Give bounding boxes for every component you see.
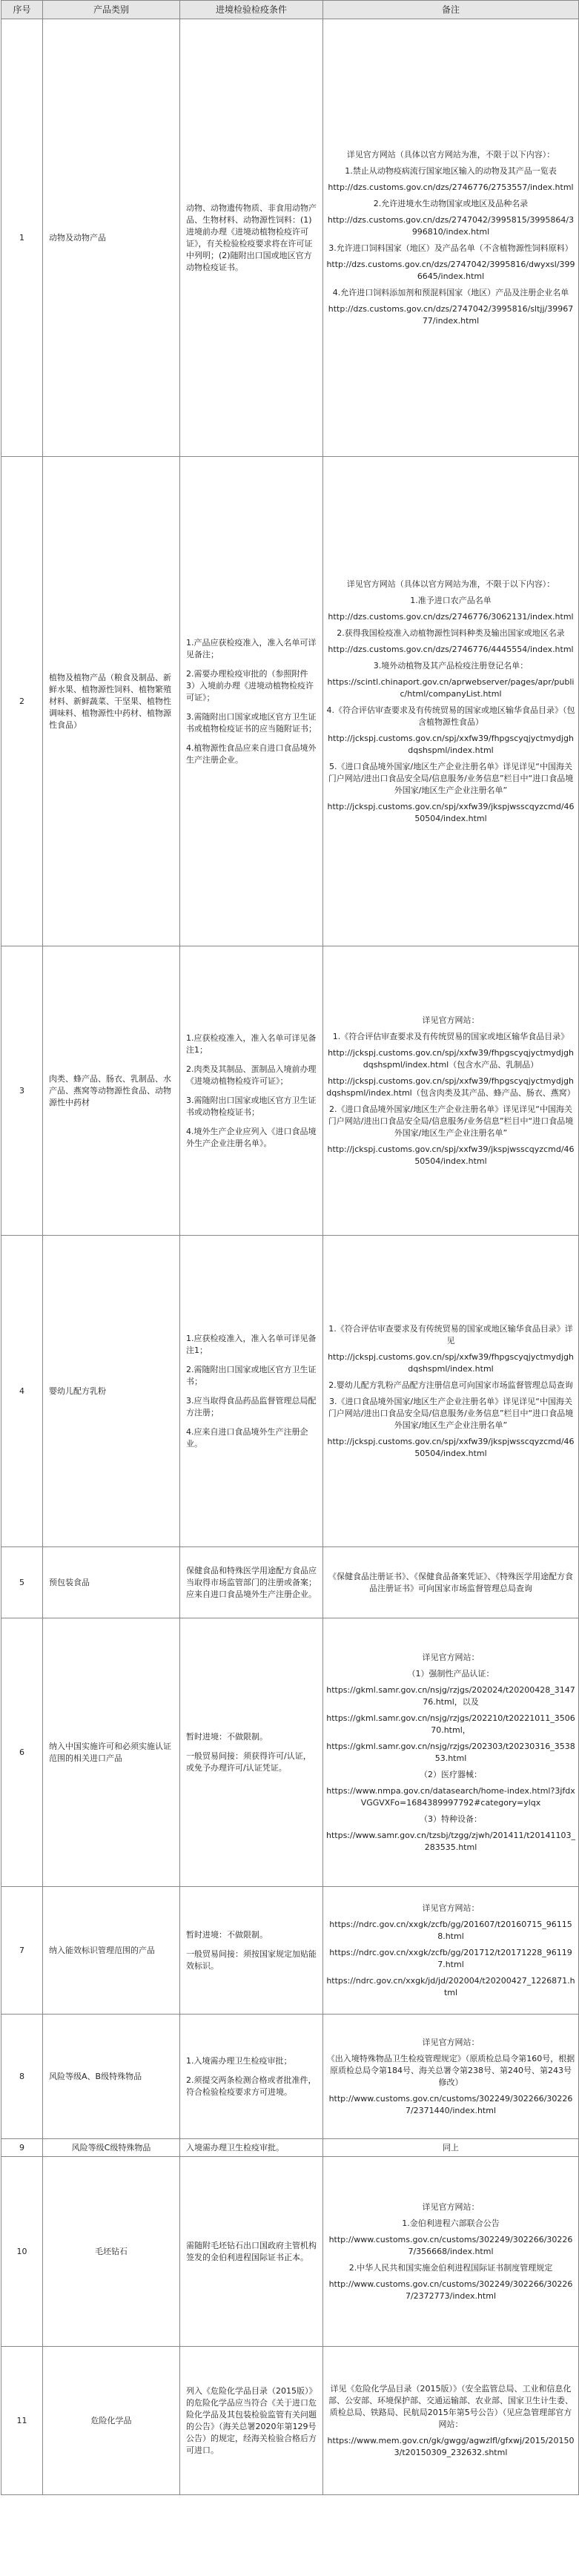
condition-text: 入境需办理卫生检疫审批。: [186, 2142, 284, 2152]
note-text: 3.《进口食品境外国家/地区生产企业注册名单》详见详见“中国海关门户网站/进出口食品安全局/信息服务/业务信息”栏目中“进口食品境外国家/地区生产企业注册名单”: [328, 1396, 574, 1430]
note-link[interactable]: http://jckspj.customs.gov.cn/spj/xxfw39/jkspjwsscqyzcmd/4650504/index.html: [327, 801, 575, 823]
row-category: 动物及动物产品: [43, 19, 180, 457]
row-number: 4: [1, 1236, 43, 1547]
condition-text: 需随附毛坯钻石出口国政府主管机构签发的金伯利进程国际证书正本。: [186, 2240, 317, 2262]
note-text: 同上: [443, 2142, 459, 2152]
note-link[interactable]: http://jckspj.customs.gov.cn/spj/xxfw39/jkspjwsscqyzcmd/4650504/index.html: [327, 1144, 575, 1166]
note-link[interactable]: https://www.samr.gov.cn/tzsbj/tzgg/zjwh/201411/t20141103_283535.html: [326, 1830, 576, 1852]
row-category: 纳入能效标识管理范围的产品: [43, 1887, 180, 2015]
row-conditions: [180, 2139, 323, 2157]
row-category: 预包装食品: [43, 1547, 180, 1618]
header-notes: 备注: [323, 1, 579, 19]
header-no: 序号: [1, 1, 43, 19]
row-notes: [323, 2347, 579, 2495]
row-number: 8: [1, 2015, 43, 2139]
row-notes: [323, 1618, 579, 1887]
products-table: [1, 0, 579, 2495]
note-text: 详见官方网站（具体以官方网站为准，不限于以下内容）：: [346, 149, 555, 159]
note-link[interactable]: https://scintl.chinaport.gov.cn/aprwebserver/pages/apr/public/html/companyList.html: [327, 676, 575, 699]
condition-text: 2.需随附出口国家或地区官方卫生证书；: [186, 1364, 317, 1386]
note-link[interactable]: http://jckspj.customs.gov.cn/spj/xxfw39/fhpgscyqjyctmydjghdqshspml/index.html（包含水产品、乳制品）: [328, 1047, 574, 1070]
table-row: [1, 2157, 579, 2347]
condition-text: 暂时进境：不做限制。: [186, 1731, 268, 1742]
note-text: 详见官方网站：: [422, 1015, 480, 1025]
table-row: [1, 946, 579, 1236]
row-conditions: [180, 1618, 323, 1887]
note-text: 2.《进口食品境外国家/地区生产企业注册名单》详见详见“中国海关门户网站/进出口食品安全局/信息服务/业务信息”栏目中“进口食品境外国家/地区生产企业注册名单”: [328, 1104, 574, 1138]
row-notes: [323, 457, 579, 946]
note-link[interactable]: https://www.mem.gov.cn/gk/gwgg/agwzlfl/gfxwj/2015/201503/t20150309_232632.shtml: [327, 2435, 575, 2457]
note-text: 详见官方网站：: [422, 1903, 480, 1913]
condition-text: 3.需随附出口国家或地区官方卫生证书或动物检疫证书；: [186, 1095, 317, 1117]
row-number: 1: [1, 19, 43, 457]
note-link[interactable]: http://jckspj.customs.gov.cn/spj/xxfw39/fhpgscyqjyctmydjghdqshspml/index.html: [328, 733, 574, 755]
condition-text: 一般贸易间接：须获得许可/认证，或免予办理许可/认证凭证。: [186, 1750, 311, 1773]
note-text: 详见官方网站：: [422, 1652, 480, 1662]
row-category: 植物及植物产品（粮食及制品、新鲜水果、植物源性饲料、植物繁殖材料、新鲜蔬菜、干坚果、植物性调味料、植物源性中药材、植物源性食品）: [43, 457, 180, 946]
note-text: 4.允许进口饲料添加剂和预混料国家（地区）产品及注册企业名单: [332, 287, 569, 297]
condition-text: 1.应获检疫准入，准入名单可详见备注1；: [186, 1333, 317, 1355]
row-number: 9: [1, 2139, 43, 2157]
row-number: 7: [1, 1887, 43, 2015]
row-category: 危险化学品: [43, 2347, 180, 2495]
row-category: 纳入中国实施许可和必须实施认证范围的相关进口产品: [43, 1618, 180, 1887]
note-link[interactable]: http://dzs.customs.gov.cn/dzs/2746776/2753557/index.html: [328, 182, 574, 192]
note-text: 2.婴幼儿配方乳粉产品配方注册信息可向国家市场监督管理总局查询: [328, 1380, 573, 1390]
note-text: （1）强制性产品认证：: [407, 1668, 494, 1679]
table-row: [1, 1887, 579, 2015]
row-conditions: [180, 19, 323, 457]
note-link[interactable]: http://jckspj.customs.gov.cn/spj/xxfw39/fhpgscyqjyctmydjghdqshspml/index.html（包含肉类及其产品、蜂产品、肠衣、燕窝）: [326, 1075, 575, 1098]
condition-text: 3.应当取得食品药品监督管理总局配方注册；: [186, 1395, 317, 1417]
note-text: 5.《进口食品境外国家/地区生产企业注册名单》详见详见“中国海关门户网站/进出口食品安全局/信息服务/业务信息”栏目中“进口食品境外国家/地区生产企业注册名单”: [328, 761, 574, 795]
note-link[interactable]: http://dzs.customs.gov.cn/dzs/2747042/3995816/sltjj/3996777/index.html: [328, 303, 574, 326]
note-text: 2.中华人民共和国实施金伯利进程国际证书制度管理规定: [348, 2262, 553, 2273]
note-link[interactable]: http://jckspj.customs.gov.cn/spj/xxfw39/jkspjwsscqyzcmd/4650504/index.html: [327, 1436, 575, 1458]
row-number: 11: [1, 2347, 43, 2495]
row-conditions: [180, 457, 323, 946]
note-text: 详见官方网站：: [422, 2201, 480, 2212]
condition-text: 2.须提交两条检测合格或者批准件，符合检验检疫要求方可进境。: [186, 2075, 317, 2097]
table-row: [1, 457, 579, 946]
note-text: 详见官方网站：: [422, 2037, 480, 2047]
row-conditions: [180, 1887, 323, 2015]
row-notes: [323, 2139, 579, 2157]
row-category: 肉类、蜂产品、肠衣、乳制品、水产品、燕窝等动物源性食品、动物源性中药材: [43, 946, 180, 1236]
condition-text: 列入《危险化学品目录（2015版）》的危险化学品应当符合《关于进口危险化学品及其包装检验监管有关问题的公告》（海关总署2020年第129号公告）的规定，经海关检验合格后方可进口。: [186, 2385, 317, 2455]
table-row: [1, 2015, 579, 2139]
row-number: 3: [1, 946, 43, 1236]
header-conditions: 进境检验检疫条件: [180, 1, 323, 19]
note-text: 4.《符合评估审查要求及有传统贸易的国家或地区输华食品目录》（包含植物源性食品）: [326, 705, 575, 727]
row-category: 婴幼儿配方乳粉: [43, 1236, 180, 1547]
note-link[interactable]: http://dzs.customs.gov.cn/dzs/2747042/3995815/3995864/3996810/index.html: [327, 214, 575, 237]
condition-text: 3.需随附出口国家或地区官方卫生证书或植物检疫证书的应当随附证书；: [186, 711, 317, 734]
note-text: 1.《符合评估审查要求及有传统贸易的国家或地区输华食品目录》: [332, 1031, 569, 1041]
note-link[interactable]: https://gkml.samr.gov.cn/nsjg/rzjgs/202024/t20200428_314776.html，以及: [326, 1684, 575, 1707]
header-category: 产品类别: [43, 1, 180, 19]
table-row: [1, 1618, 579, 1887]
note-link[interactable]: https://www.nmpa.gov.cn/datasearch/home-index.html?3jfdxVGGVXFo=1684389997792#category=ylqx: [326, 1785, 575, 1808]
note-link[interactable]: http://jckspj.customs.gov.cn/spj/xxfw39/fhpgscyqjyctmydjghdqshspml/index.html: [328, 1351, 574, 1374]
note-link[interactable]: http://dzs.customs.gov.cn/dzs/2746776/3062131/index.html: [328, 611, 574, 622]
row-conditions: [180, 1236, 323, 1547]
condition-text: 动物、动物遗传物质、非食用动物产品、生物材料、动物源性饲料：(1)进境前办理《进境动植物检疫许可证》，有关检验检疫要求将在许可证中列明；(2)随附出口国或地区官方动物检疫证书。: [186, 202, 317, 272]
condition-text: 1.应获检疫准入，准入名单可详见备注1；: [186, 1032, 317, 1055]
note-link[interactable]: https://ndrc.gov.cn/xxgk/jd/jd/202004/t20200427_1226871.html: [326, 1975, 575, 1997]
row-conditions: [180, 946, 323, 1236]
condition-text: 一般贸易间接：须按国家规定加贴能效标识。: [186, 1949, 317, 1971]
note-text: 详见官方网站（具体以官方网站为准，不限于以下内容）：: [346, 579, 555, 589]
note-text: （3）特种设备：: [420, 1814, 482, 1824]
row-notes: [323, 1236, 579, 1547]
row-category: 风险等级C级特殊物品: [43, 2139, 180, 2157]
condition-text: 4.境外生产企业应列入《进口食品境外生产企业注册名单》。: [186, 1126, 317, 1148]
note-link[interactable]: http://dzs.customs.gov.cn/dzs/2747042/3995816/dwyxsl/3996645/index.html: [326, 259, 575, 281]
condition-text: 4.应来自进口食品境外生产注册企业。: [186, 1426, 308, 1449]
table-header-row: [1, 1, 579, 19]
note-text: 3.境外动植物及其产品检疫注册登记名单：: [373, 660, 529, 671]
row-notes: [323, 2157, 579, 2347]
note-text: 2.允许进境水生动物国家或地区及品种名录: [373, 198, 529, 208]
condition-text: 2.需要办理检疫审批的（参照附件3）入境前办理《进境动植物检疫许可证》；: [186, 668, 314, 702]
condition-text: 暂时进境：不做限制。: [186, 1929, 268, 1940]
row-number: 6: [1, 1618, 43, 1887]
row-conditions: [180, 2157, 323, 2347]
condition-text: 1.入境需办理卫生检疫审批；: [186, 2055, 292, 2066]
condition-text: 4.植物源性食品应来自进口食品境外生产注册企业。: [186, 742, 317, 765]
note-text: 1.准予进口农产品名单: [410, 595, 492, 605]
table-row: [1, 1236, 579, 1547]
note-text: 3.允许进口饲料国家（地区）及产品名单（不含植物源性饲料原料）: [328, 243, 573, 253]
note-text: 《出入境特殊物品卫生检疫管理规定》（原质检总局令第160号，根据原质检总局令第184号、海关总署令第238号、第240号、第243号修改）: [326, 2053, 575, 2087]
table-row: [1, 1547, 579, 1618]
note-link[interactable]: https://ndrc.gov.cn/xxgk/zcfb/gg/201712/t20171228_961197.html: [329, 1947, 572, 1969]
row-notes: [323, 946, 579, 1236]
row-notes: [323, 19, 579, 457]
row-category: 毛坯钻石: [43, 2157, 180, 2347]
note-text: 1.禁止从动物疫病流行国家地区输入的动物及其产品一览表: [345, 165, 557, 176]
row-notes: [323, 1887, 579, 2015]
row-number: 2: [1, 457, 43, 946]
note-text: 2.获得我国检疫准入动植物源性饲料种类及输出国家或地区名录: [337, 627, 565, 638]
note-text: 1.金伯利进程六部联合公告: [402, 2218, 500, 2228]
row-number: 5: [1, 1547, 43, 1618]
note-text: 详见《危险化学品目录（2015版）》（安全监管总局、工业和信息化部、公安部、环境保护部、交通运输部、农业部、国家卫生计生委、质检总局、铁路局、民航局2015年第5号公告）（见应急管理部官方网站：: [328, 2383, 573, 2429]
condition-text: 2.肉类及其制品、蛋制品入境前办理《进境动植物检疫许可证》；: [186, 1064, 317, 1086]
row-conditions: [180, 2015, 323, 2139]
condition-text: 1.产品应获检疫准入，准入名单可详见备注；: [186, 637, 317, 659]
table-row: [1, 19, 579, 457]
note-link[interactable]: http://www.customs.gov.cn/customs/302249/302266/302267/356668/index.html: [328, 2234, 573, 2256]
note-link[interactable]: https://gkml.samr.gov.cn/nsjg/rzjgs/202210/t20221011_350670.html，: [326, 1713, 575, 1735]
note-link[interactable]: http://dzs.customs.gov.cn/dzs/2746776/4445554/index.html: [328, 644, 574, 654]
note-link[interactable]: http://www.customs.gov.cn/customs/302249/302266/302267/2371440/index.html: [328, 2093, 573, 2115]
row-number: 10: [1, 2157, 43, 2347]
note-text: 《保健食品注册证书》、《保健食品备案凭证》、《特殊医学用途配方食品注册证书》可向国家市场监督管理总局查询: [328, 1571, 573, 1593]
note-text: 1.《符合评估审查要求及有传统贸易的国家或地区输华食品目录》详见: [328, 1323, 573, 1345]
row-conditions: [180, 2347, 323, 2495]
note-text: （2）医疗器械：: [420, 1769, 482, 1779]
row-category: 风险等级A、B级特殊物品: [43, 2015, 180, 2139]
table-row: [1, 2139, 579, 2157]
row-notes: [323, 2015, 579, 2139]
condition-text: 保健食品和特殊医学用途配方食品应当取得市场监管部门的注册或备案；应来自进口食品境外生产注册企业。: [186, 1565, 317, 1599]
row-conditions: [180, 1547, 323, 1618]
note-link[interactable]: http://www.customs.gov.cn/customs/302249/302266/302267/2372773/index.html: [328, 2279, 573, 2301]
note-link[interactable]: https://ndrc.gov.cn/xxgk/zcfb/gg/201607/t20160715_961158.html: [329, 1919, 572, 1941]
note-link[interactable]: https://gkml.samr.gov.cn/nsjg/rzjgs/202303/t20230316_353853.html: [326, 1741, 575, 1763]
table-row: [1, 2347, 579, 2495]
row-notes: [323, 1547, 579, 1618]
